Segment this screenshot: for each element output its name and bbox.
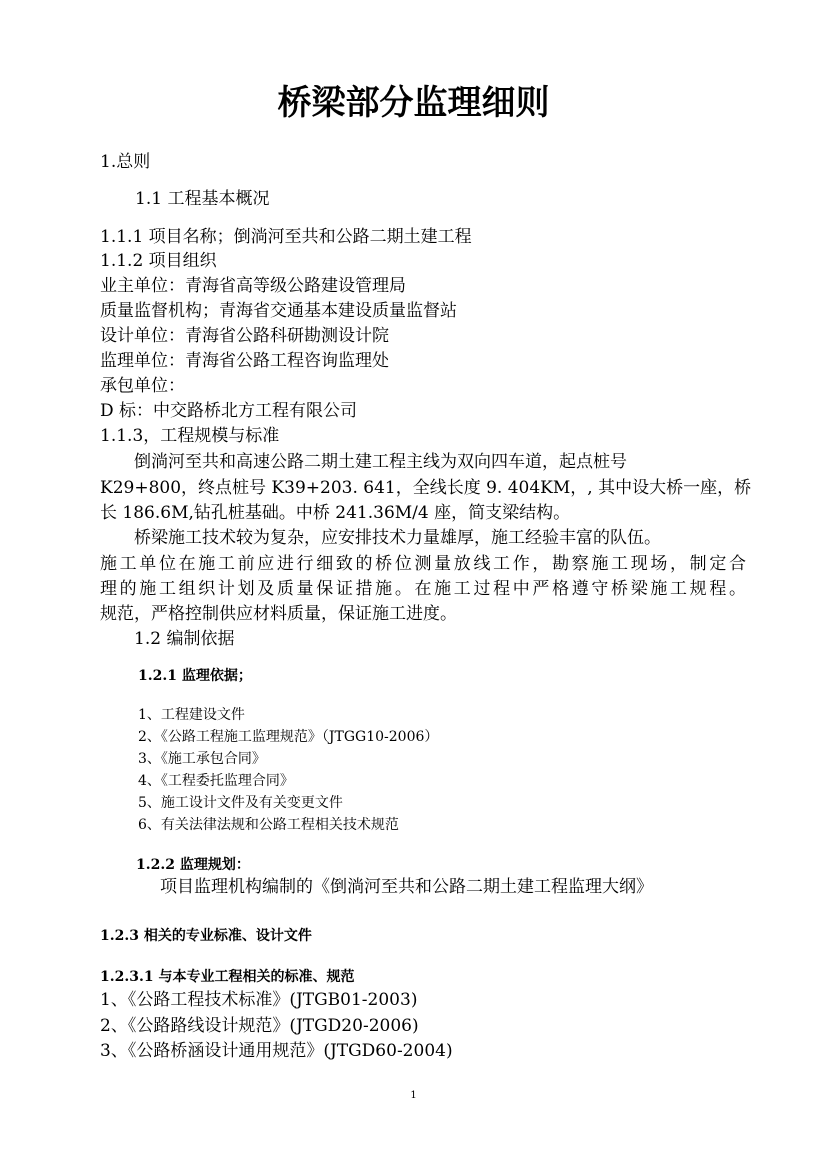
section-1-2-3-1-heading: 1.2.3.1 与本专业工程相关的标准、规范 [100, 969, 355, 985]
project-organization-heading: 1.1.2 项目组织 [100, 251, 217, 271]
construction-paragraph-line: 桥梁施工技术较为复杂，应安排技术力量雄厚，施工经验丰富的队伍。 [134, 528, 661, 548]
scale-paragraph-line: K29+800，终点桩号 K39+203. 641，全线长度 9. 404KM，, 其中设大桥一座，桥 [100, 478, 752, 498]
contractor-unit-line: 承包单位： [100, 376, 185, 396]
page-number: 1 [410, 1090, 417, 1101]
project-name-line: 1.1.1 项目名称；倒淌河至共和公路二期土建工程 [100, 227, 472, 247]
scale-paragraph-line: 倒淌河至共和高速公路二期土建工程主线为双向四车道，起点桩号 [134, 452, 627, 472]
lot-d-line: D 标：中交路桥北方工程有限公司 [100, 401, 358, 421]
construction-paragraph-line: 施工单位在施工前应进行细致的桥位测量放线工作，勘察施工现场，制定合 [100, 554, 746, 574]
section-1-1-heading: 1.1 工程基本概况 [135, 189, 270, 209]
supervision-unit-line: 监理单位：青海省公路工程咨询监理处 [100, 351, 389, 371]
basis-list-item: 3、《施工承包合同》 [138, 751, 266, 767]
basis-list-item: 2、《公路工程施工监理规范》（JTGG10-2006） [138, 729, 439, 745]
basis-list-item: 5、施工设计文件及有关变更文件 [138, 795, 343, 811]
basis-list-item: 1、工程建设文件 [138, 707, 245, 723]
scale-paragraph-line: 长 186.6M,钻孔桩基础。中桥 241.36M/4 座，简支梁结构。 [100, 503, 571, 523]
section-1-heading: 1.总则 [100, 152, 151, 172]
standards-list-item: 2、《公路路线设计规范》(JTGD20-2006) [100, 1016, 419, 1036]
basis-list-item: 6、有关法律法规和公路工程相关技术规范 [138, 817, 399, 833]
standards-list-item: 1、《公路工程技术标准》(JTGB01-2003) [100, 990, 418, 1010]
quality-supervision-line: 质量监督机构；青海省交通基本建设质量监督站 [100, 301, 457, 321]
construction-paragraph-line: 规范，严格控制供应材料质量，保证施工进度。 [100, 604, 457, 624]
basis-list-item: 4、《工程委托监理合同》 [138, 773, 294, 789]
section-1-2-heading: 1.2 编制依据 [134, 629, 235, 649]
supervision-plan-line: 项目监理机构编制的《倒淌河至共和公路二期土建工程监理大纲》 [160, 877, 653, 897]
section-1-2-2-heading: 1.2.2 监理规划： [136, 857, 250, 873]
document-title: 桥梁部分监理细则 [277, 83, 550, 123]
section-1-2-1-heading: 1.2.1 监理依据； [138, 668, 252, 684]
section-1-1-3-heading: 1.1.3，工程规模与标准 [100, 426, 280, 446]
section-1-2-3-heading: 1.2.3 相关的专业标准、设计文件 [100, 928, 312, 944]
owner-unit-line: 业主单位：青海省高等级公路建设管理局 [100, 276, 406, 296]
standards-list-item: 3、《公路桥涵设计通用规范》(JTGD60-2004) [100, 1041, 453, 1061]
construction-paragraph-line: 理的施工组织计划及质量保证措施。在施工过程中严格遵守桥梁施工规程。 [100, 579, 746, 599]
design-unit-line: 设计单位：青海省公路科研勘测设计院 [100, 326, 389, 346]
